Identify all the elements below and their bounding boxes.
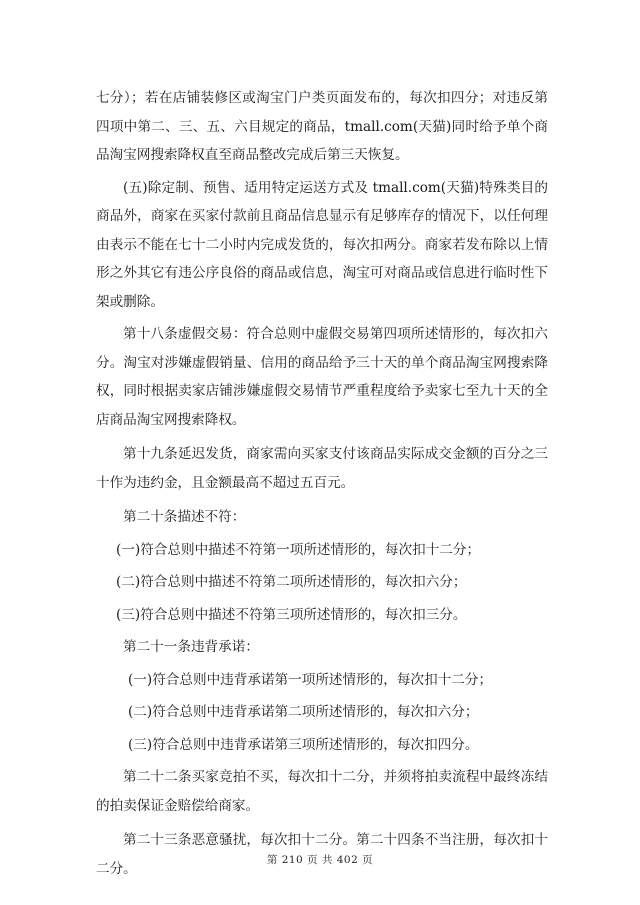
paragraph-article-20-item-3: (三)符合总则中描述不符第三项所述情形的，每次扣三分。 bbox=[116, 606, 467, 623]
paragraph-article-21-heading: 第二十一条违背承诺： bbox=[123, 639, 259, 655]
paragraph-article-20-heading: 第二十条描述不符： bbox=[123, 509, 246, 525]
document-body bbox=[96, 84, 548, 883]
paragraph-item-5: (五)除定制、预售、适用特定运送方式及 tmall.com(天猫)特殊类目的商品外，商家在买家付款前且商品信息显示有足够库存的情况下，以任何理由表示不能在七十二小时内完成发货的，每次扣两分。商家若发布除以上情形之外其它有违公序良俗的商品或信息，淘宝可对商品或信息进行临时性下架或删除。 bbox=[96, 179, 548, 310]
paragraph-article-21-item-2: (二)符合总则中违背承诺第二项所述情形的，每次扣六分； bbox=[128, 704, 479, 720]
paragraph-article-20-item-2: (二)符合总则中描述不符第二项所述情形的，每次扣六分； bbox=[116, 574, 467, 590]
paragraph-article-18: 第十八条虚假交易：符合总则中虚假交易第四项所述情形的，每次扣六分。淘宝对涉嫌虚假销量、信用的商品给予三十天的单个商品淘宝网搜索降权，同时根据卖家店铺涉嫌虚假交易情节严重程度给予卖家七至九十天的全店商品淘宝网搜索降权。 bbox=[96, 326, 548, 428]
paragraph-article-23-24: 第二十三条恶意骚扰，每次扣十二分。第二十四条不当注册，每次扣十二分。 bbox=[96, 832, 548, 877]
paragraph-article-19: 第十九条延迟发货，商家需向买家支付该商品实际成交金额的百分之三十作为违约金，且金额最高不超过五百元。 bbox=[96, 446, 548, 491]
paragraph-article-20-item-1: (一)符合总则中描述不符第一项所述情形的，每次扣十二分； bbox=[116, 541, 481, 558]
paragraph-article-22: 第二十二条买家竞拍不买，每次扣十二分，并须将拍卖流程中最终冻结的拍卖保证金赔偿给商家。 bbox=[96, 769, 548, 814]
page-number-footer: 第 210 页 共 402 页 bbox=[266, 854, 374, 866]
paragraph-article-21-item-1: (一)符合总则中违背承诺第一项所述情形的，每次扣十二分； bbox=[128, 671, 493, 688]
paragraph-continuation: 七分）；若在店铺装修区或淘宝门户类页面发布的，每次扣四分；对违反第四项中第二、三、五、六目规定的商品，tmall.com(天猫)同时给予单个商品淘宝网搜索降权直至商品整改完成后第三天恢复。 bbox=[96, 90, 548, 163]
paragraph-article-21-item-3: (三)符合总则中违背承诺第三项所述情形的，每次扣四分。 bbox=[128, 736, 479, 753]
